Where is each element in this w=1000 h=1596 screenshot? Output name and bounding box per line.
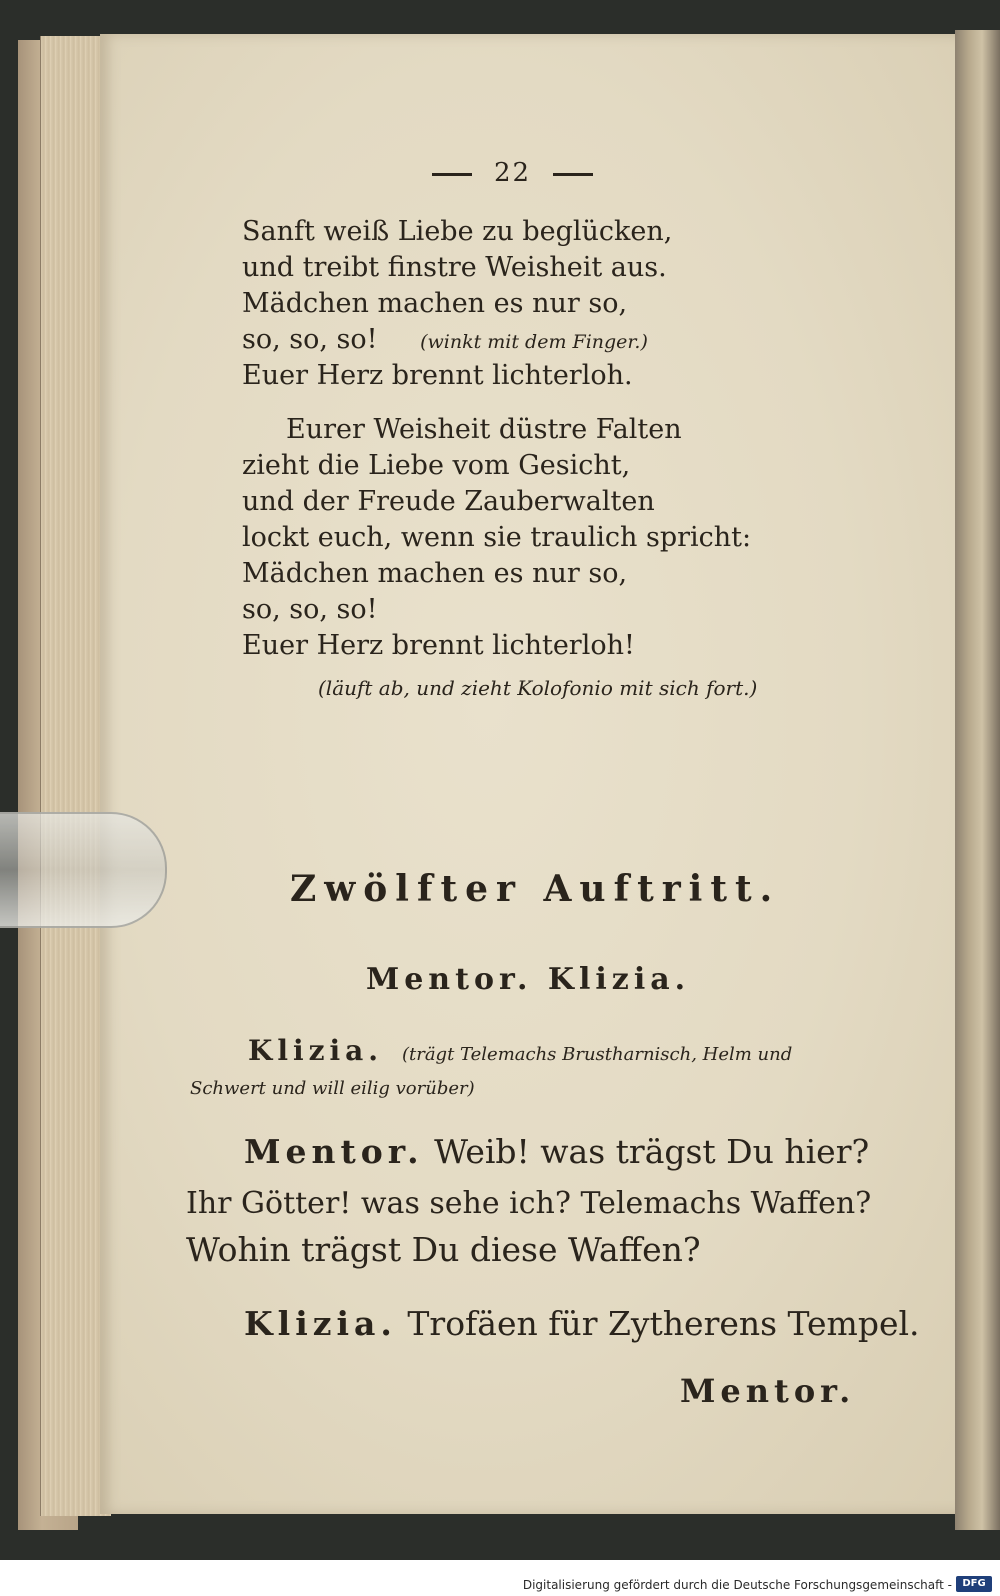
klizia-stage-line1: (trägt Telemachs Brustharnisch, Helm und [401,1044,793,1065]
verse1-line3: Mädchen machen es nur so, [242,288,628,319]
page-clip [0,812,167,928]
footer-text: Digitalisierung gefördert durch die Deutsche Forschungsgemeinschaft - [522,1578,952,1592]
mentor-line1: Weib! was trägst Du hier? [434,1132,870,1171]
dash-left [432,173,472,176]
verse1-line4-text: so, so, so! [242,324,378,355]
verse1-line1: Sanft weiß Liebe zu beglücken, [242,216,673,247]
verse2-line7: Euer Herz brennt lichterloh! [242,630,635,661]
verse1-stage-direction: (winkt mit dem Finger.) [420,331,648,353]
verse2-line2: zieht die Liebe vom Gesicht, [242,450,631,481]
klizia-stage-line2: Schwert und will eilig vorüber) [190,1078,475,1099]
verse2-line3: und der Freude Zauberwalten [242,486,655,517]
verse2-line6: so, so, so! [242,594,378,625]
book-right-edge [955,30,1000,1530]
mentor-line2: Ihr Götter! was sehe ich? Telemachs Waffen? [186,1186,872,1221]
klizia-entry-1 [248,1034,792,1067]
speaker-mentor: Mentor. [244,1132,424,1171]
catchword: Mentor. [680,1372,856,1410]
digitization-footer [0,1568,1000,1596]
speaker-klizia-2: Klizia. [244,1304,397,1343]
speaker-klizia: Klizia. [248,1034,384,1067]
dash-right [553,173,593,176]
page-number [410,158,615,188]
page-number-value: 22 [494,158,532,188]
verse1-line2: und treibt finstre Weisheit aus. [242,252,667,283]
mentor-entry-1 [244,1128,869,1176]
klizia-entry-2 [244,1300,920,1348]
verse2-line5: Mädchen machen es nur so, [242,558,628,589]
verse1-line5: Euer Herz brennt lichterloh. [242,360,633,391]
verse1-line4 [242,322,648,360]
verse2-line4: lockt euch, wenn sie traulich spricht: [242,522,752,553]
mentor-line3: Wohin trägst Du diese Waffen? [186,1230,701,1269]
verse2-line1: Eurer Weisheit düstre Falten [286,414,682,445]
verse2-stage-direction: (läuft ab, und zieht Kolofonio mit sich fort.) [318,676,758,700]
klizia-line1: Trofäen für Zytherens Tempel. [407,1304,920,1343]
scene-characters: Mentor. Klizia. [366,962,691,997]
dfg-logo: DFG [956,1576,992,1592]
scene-heading: Zwölfter Auftritt. [290,868,781,910]
